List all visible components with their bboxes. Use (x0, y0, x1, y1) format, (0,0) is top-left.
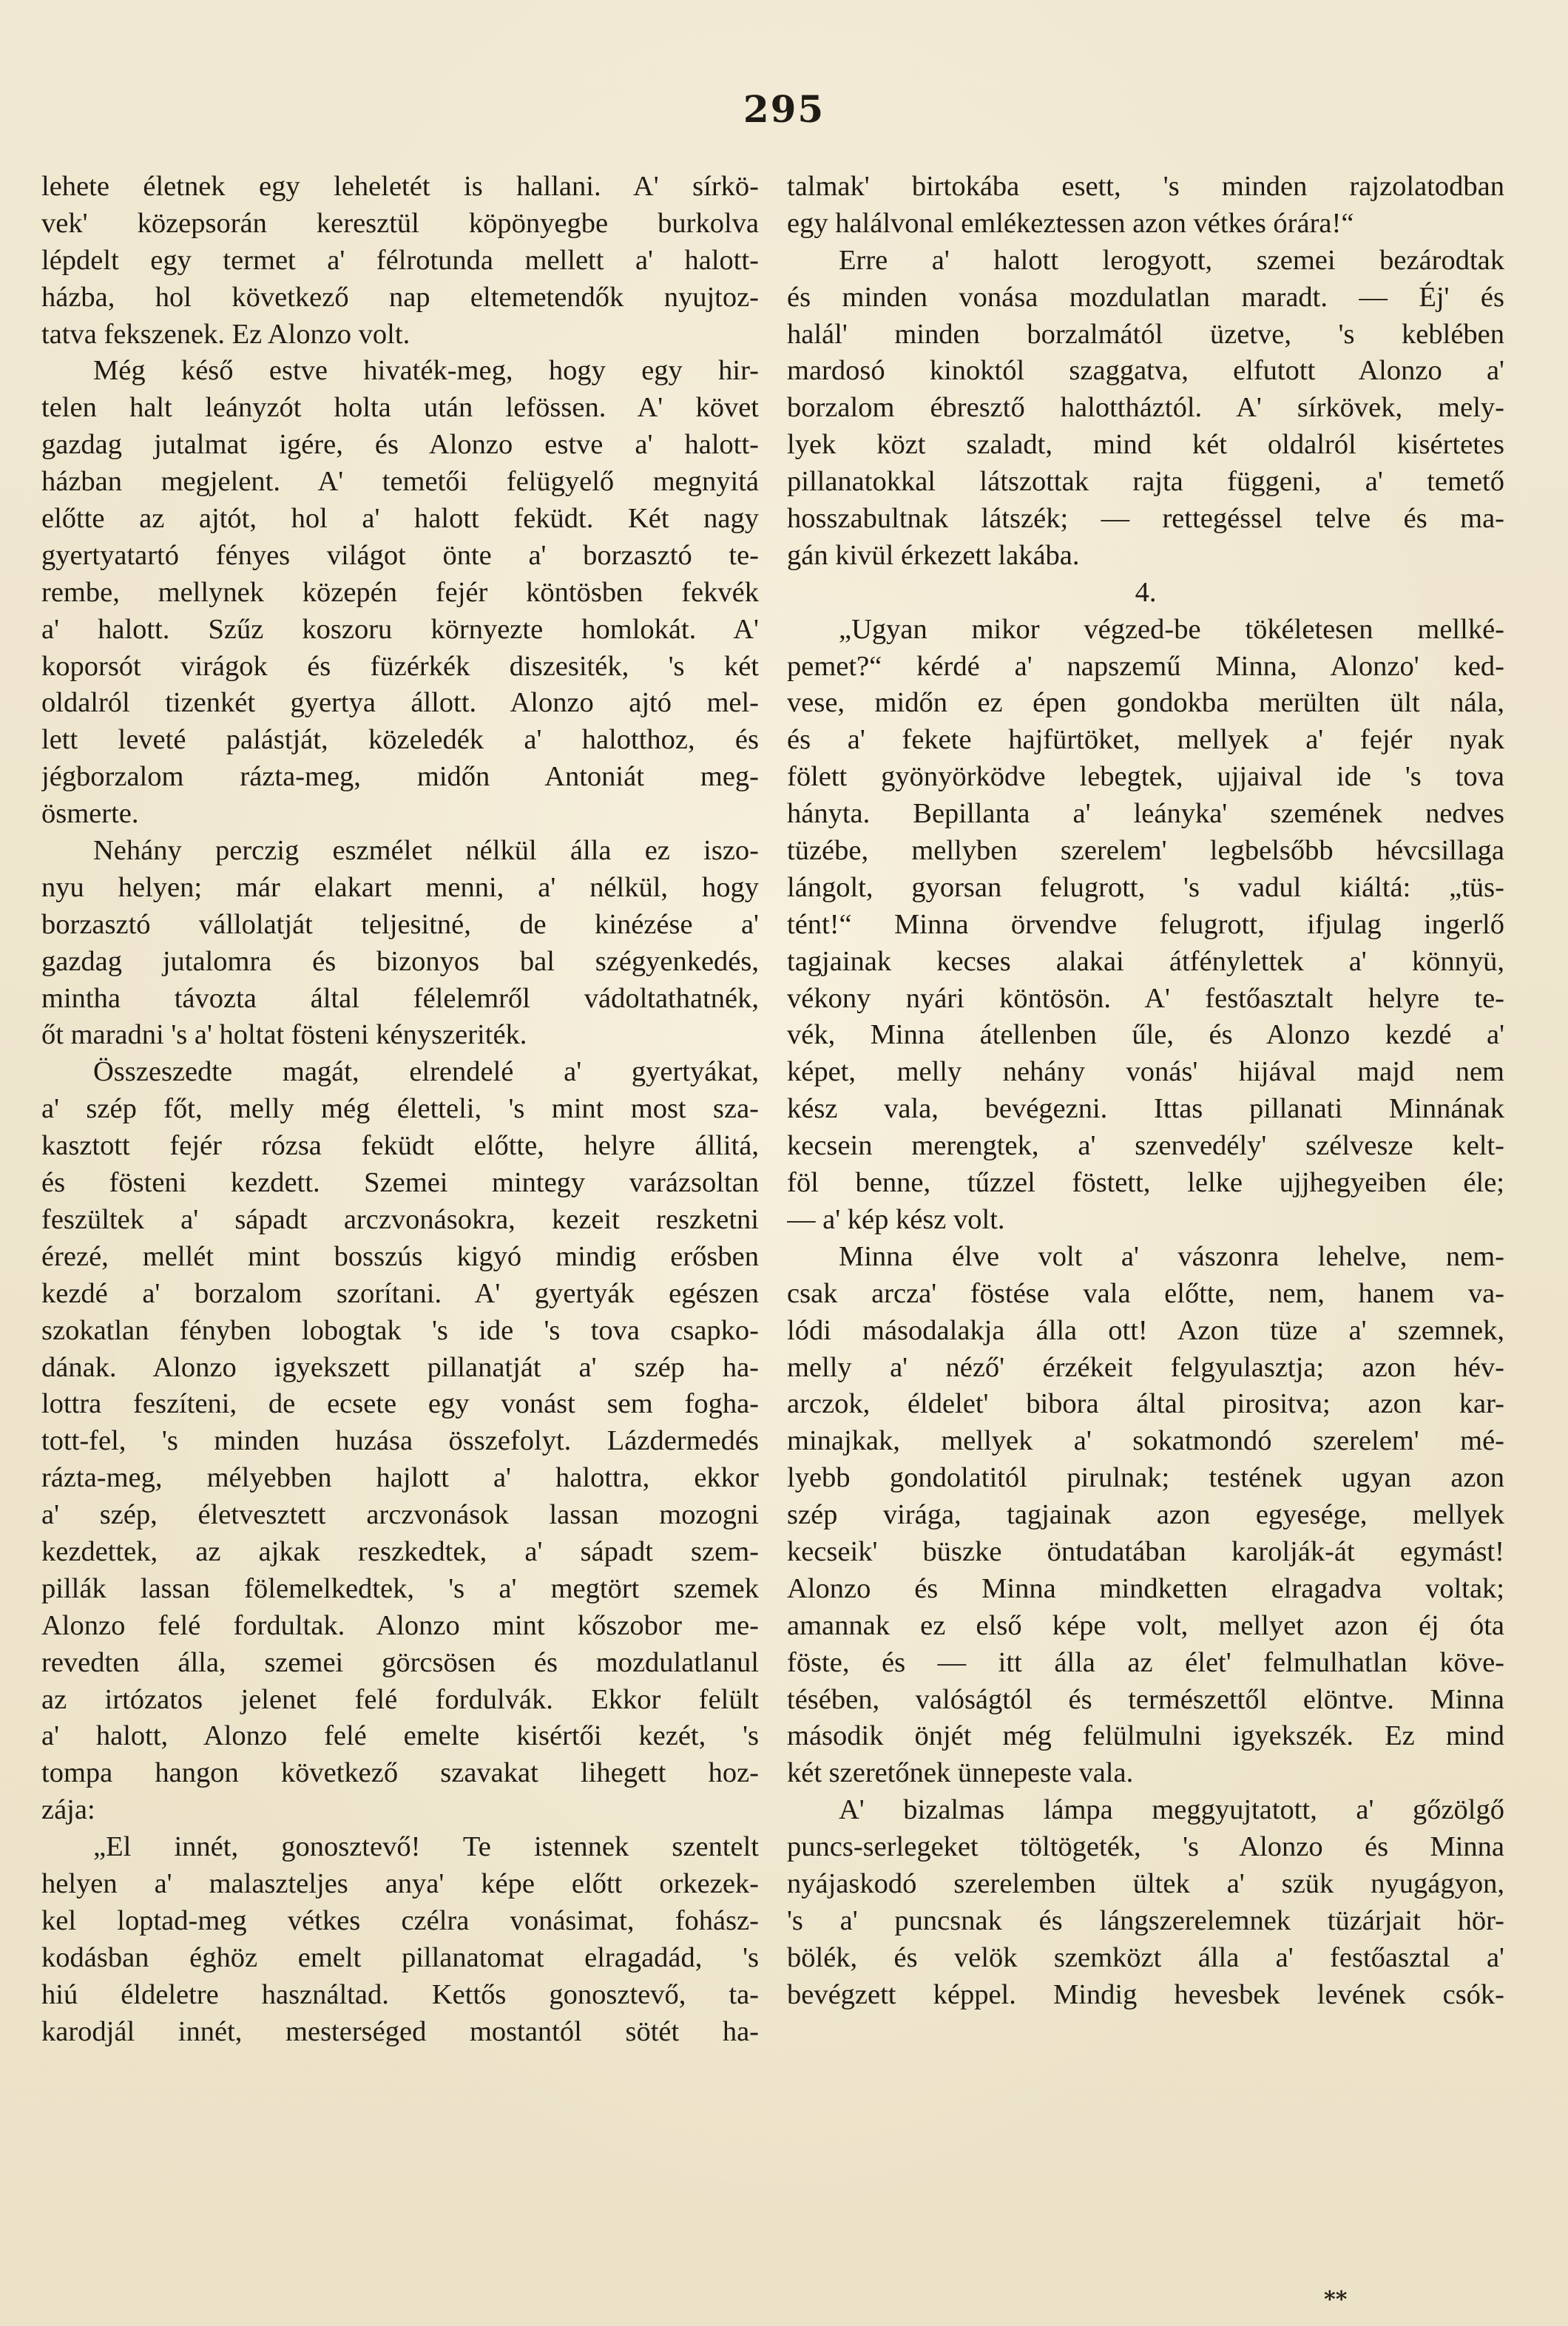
text-line: borzalom ébresztő halottháztól. A' sírkövek, mely- (787, 392, 1504, 424)
text-line: Minna élve volt a' vászonra lehelve, nem- (839, 1240, 1504, 1272)
text-line: föste, és — itt álla az élet' felmulhatlan köve- (787, 1646, 1504, 1678)
text-line: fölett gyönyörködve lebegtek, ujjaival ide 's tova (787, 761, 1504, 793)
text-line: koporsót virágok és füzérkék diszesiték, 's két (41, 650, 759, 682)
text-line: „El innét, gonosztevő! Te istennek szentelt (93, 1831, 759, 1863)
text-line: vese, midőn ez épen gondokba merülten ült nála, (787, 687, 1504, 719)
text-line: vek' közepsorán keresztül köpönyegbe burkolva (41, 207, 759, 239)
text-line: Nehány perczig eszmélet nélkül álla ez iszo- (93, 835, 759, 867)
text-line: előtte az ajtót, hol a' halott feküdt. Két nagy (41, 503, 759, 535)
text-line: gazdag jutalomra és bizonyos bal szégyenkedés, (41, 945, 759, 977)
text-line: kezdé a' borzalom szorítani. A' gyertyák egészen (41, 1277, 759, 1309)
text-line: hiú éldeletre használtad. Kettős gonosztevő, ta- (41, 1978, 759, 2010)
text-line: mintha távozta által félelemről vádoltathatnék, (41, 982, 759, 1014)
section-number: 4. (1135, 576, 1157, 608)
text-line: dának. Alonzo igyekszett pillanatját a' szép ha- (41, 1351, 759, 1383)
text-line: gyertyatartó fényes világot önte a' borzasztó te- (41, 539, 759, 571)
text-line: nyájaskodó szerelemben ültek a' szük nyugágyon, (787, 1867, 1504, 1899)
text-line: egy halálvonal emlékeztessen azon vétkes órára!“ (787, 207, 1354, 239)
text-line: tüzébe, mellyben szerelem' legbelsőbb hévcsillaga (787, 835, 1504, 867)
paragraph (41, 1829, 759, 2050)
text-line: és fösteni kezdett. Szemei mintegy varázsoltan (41, 1167, 759, 1199)
text-line: kodásban éghöz emelt pillanatomat elragadád, 's (41, 1941, 759, 1973)
text-line: tént!“ Minna örvendve felugrott, ifjulag ingerlő (787, 908, 1504, 940)
text-line: 's a' puncsnak és lángszerelemnek tüzárjait hör- (787, 1904, 1504, 1936)
text-line: tott-fel, 's minden huzása összefolyt. Lázdermedés (41, 1425, 759, 1457)
text-line: csak arcza' föstése vala előtte, nem, hanem va- (787, 1277, 1504, 1309)
text-line: hosszabultnak látszék; — rettegéssel telve és ma- (787, 503, 1504, 535)
text-line: telen halt leányzót holta után lefössen. A' követ (41, 392, 759, 424)
paragraph (41, 353, 759, 833)
text-line: bölék, és velök szemközt álla a' festőasztal a' (787, 1941, 1504, 1973)
text-line: — a' kép kész volt. (787, 1203, 1005, 1235)
text-line: zája: (41, 1794, 95, 1826)
text-line: házba, hol következő nap eltemetendők nyujtoz- (41, 281, 759, 313)
text-line: pillák lassan fölemelkedtek, 's a' megtört szemek (41, 1572, 759, 1604)
text-line: jégborzalom rázta-meg, midőn Antoniát meg- (41, 761, 759, 793)
paragraph (787, 1792, 1504, 2013)
text-line: kezdettek, az ajkak reszkedtek, a' sápadt szem- (41, 1535, 759, 1567)
text-line: ösmerte. (41, 798, 139, 830)
text-line: a' szép főt, melly még életteli, 's mint most sza- (41, 1093, 759, 1125)
text-line: arczok, éldelet' bibora által pirositva; azon kar- (787, 1388, 1504, 1420)
text-line: a' halott. Szűz koszoru környezte homlokát. A' (41, 613, 759, 645)
text-line: és a' fekete hajfürtöket, mellyek a' fejér nyak (787, 724, 1504, 756)
paragraph (787, 243, 1504, 575)
text-line: föl benne, tűzzel föstett, lelke ujjhegyeiben éle; (787, 1167, 1504, 1199)
text-line: vékony nyári köntösön. A' festőasztalt helyre te- (787, 982, 1504, 1014)
text-line: házban megjelent. A' temetői felügyelő megnyitá (41, 466, 759, 498)
text-line: minajkak, mellyek a' sokatmondó szerelem' mé- (787, 1425, 1504, 1457)
text-line: rembe, mellynek közepén fejér köntösben fekvék (41, 576, 759, 608)
text-line: hányta. Bepillanta a' leányka' szemének nedves (787, 798, 1504, 830)
text-line: amannak ez első képe volt, mellyet azon éj óta (787, 1609, 1504, 1641)
text-line: a' halott, Alonzo felé emelte kisértői kezét, 's (41, 1720, 759, 1752)
text-line: Alonzo felé fordultak. Alonzo mint kőszobor me- (41, 1609, 759, 1641)
text-line: tompa hangon következő szavakat lihegett hoz- (41, 1757, 759, 1789)
text-line: rázta-meg, mélyebben hajlott a' halottra, ekkor (41, 1462, 759, 1494)
text-line: pillanatokkal látszottak rajta függeni, a' temető (787, 466, 1504, 498)
text-line: és minden vonása mozdulatlan maradt. — Éj' és (787, 281, 1504, 313)
text-line: az irtózatos jelenet felé fordulvák. Ekkor felült (41, 1683, 759, 1715)
text-line: kecseik' büszke öntudatában karolják-át egymást! (787, 1535, 1504, 1567)
text-line: melly a' néző' érzékeit felgyulasztja; azon hév- (787, 1351, 1504, 1383)
text-line: kész vala, bevégezni. Ittas pillanati Minnának (787, 1093, 1504, 1125)
paragraph (787, 1239, 1504, 1792)
text-line: második önjét még felülmulni igyekszék. Ez mind (787, 1720, 1504, 1752)
text-line: gazdag jutalmat igére, és Alonzo estve a' halott- (41, 429, 759, 461)
text-line: két szeretőnek ünnepeste vala. (787, 1757, 1134, 1789)
paragraph (41, 833, 759, 1054)
text-line: lyek közt szaladt, mind két oldalról kisértetes (787, 429, 1504, 461)
text-line: lódi másodalakja álla ott! Azon tüze a' szemnek, (787, 1314, 1504, 1346)
text-line: bevégzett képpel. Mindig hevesbek levének csók- (787, 1978, 1504, 2010)
text-line: gán kivül érkezett lakába. (787, 539, 1080, 571)
text-line: oldalról tizenkét gyertya állott. Alonzo ajtó mel- (41, 687, 759, 719)
text-line: lépdelt egy termet a' félrotunda mellett a' halott- (41, 244, 759, 276)
text-line: lyebb gondolatitól pirulnak; testének ugyan azon (787, 1462, 1504, 1494)
text-line: borzasztó vállolatját teljesitné, de kinézése a' (41, 908, 759, 940)
paragraph (787, 169, 1504, 243)
paragraph (41, 1054, 759, 1829)
text-line: Alonzo és Minna mindketten elragadva voltak; (787, 1572, 1504, 1604)
text-line: halál' minden borzalmától üzetve, 's keblében (787, 318, 1504, 350)
text-line: lottra feszíteni, de ecsete egy vonást sem fogha- (41, 1388, 759, 1420)
signature-mark: ** (1324, 2287, 1348, 2313)
page-number: 295 (743, 87, 825, 131)
text-line: tagjainak kecses alakai átfénylettek a' könnyü, (787, 945, 1504, 977)
text-line: pemet?“ kérdé a' napszemű Minna, Alonzo' ked- (787, 650, 1504, 682)
text-line: őt maradni 's a' holtat fösteni kényszeriték. (41, 1019, 527, 1051)
text-line: Még késő estve hivaték-meg, hogy egy hir- (93, 355, 759, 387)
text-line: tatva fekszenek. Ez Alonzo volt. (41, 318, 410, 350)
text-line: mardosó kinoktól szaggatva, elfutott Alonzo a' (787, 355, 1504, 387)
text-line: kecsein merengtek, a' szenvedély' szélvesze kelt- (787, 1130, 1504, 1162)
right-column (787, 169, 1504, 2014)
text-line: feszültek a' sápadt arczvonásokra, kezeit reszketni (41, 1203, 759, 1235)
text-line: szokatlan fényben lobogtak 's ide 's tova csapko- (41, 1314, 759, 1346)
text-line: karodjál innét, mesterséged mostantól sötét ha- (41, 2015, 759, 2047)
text-line: „Ugyan mikor végzed-be tökéletesen mellké- (839, 613, 1504, 645)
text-line: lehete életnek egy leheletét is hallani. A' sírkö- (41, 171, 759, 202)
text-line: nyu helyen; már elakart menni, a' nélkül, hogy (41, 871, 759, 903)
text-line: képet, melly nehány vonás' hijával majd nem (787, 1056, 1504, 1088)
text-line: lángolt, gyorsan felugrott, 's vadul kiáltá: „tüs- (787, 871, 1504, 903)
text-line: Erre a' halott lerogyott, szemei bezárodtak (839, 244, 1504, 276)
text-line: kel loptad-meg vétkes czélra vonásimat, fohász- (41, 1904, 759, 1936)
text-line: érezé, mellét mint bosszús kigyó mindig erősben (41, 1240, 759, 1272)
left-column (41, 169, 759, 2050)
text-line: helyen a' malaszteljes anya' képe előtt orkezek- (41, 1867, 759, 1899)
text-line: revedten álla, szemei görcsösen és mozdulatlanul (41, 1646, 759, 1678)
text-line: talmak' birtokába esett, 's minden rajzolatodban (787, 171, 1504, 202)
text-line: szép virága, tagjainak azon egyesége, mellyek (787, 1499, 1504, 1531)
paragraph (41, 169, 759, 353)
text-line: kasztott fejér rózsa feküdt előtte, helyre állitá, (41, 1130, 759, 1162)
text-line: a' szép, életvesztett arczvonások lassan mozogni (41, 1499, 759, 1531)
paragraph (787, 612, 1504, 1239)
text-line: A' bizalmas lámpa meggyujtatott, a' gőzölgő (839, 1794, 1504, 1826)
text-line: Összeszedte magát, elrendelé a' gyertyákat, (93, 1056, 759, 1088)
text-line: lett leveté palástját, közeledék a' halotthoz, és (41, 724, 759, 756)
text-line: puncs-serlegeket töltögeték, 's Alonzo és Minna (787, 1831, 1504, 1863)
text-line: tésében, valóságtól és természettől elöntve. Minna (787, 1683, 1504, 1715)
text-line: vék, Minna átellenben űle, és Alonzo kezdé a' (787, 1019, 1504, 1051)
